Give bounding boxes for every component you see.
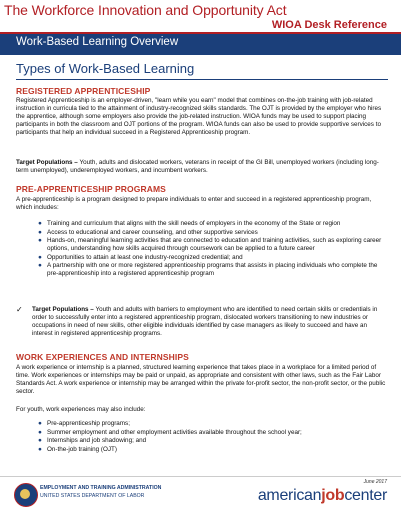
- list-item: [38, 429, 383, 437]
- bullet-icon: ●: [38, 437, 42, 444]
- logo-part-job: job: [321, 487, 345, 504]
- bullet-icon: ●: [38, 228, 42, 236]
- pre-apprenticeship-intro: A pre-apprenticeship is a program designed to prepare individuals to enter and succeed in a registered apprenticeship program, which includes:: [16, 196, 372, 211]
- section-title: Types of Work-Based Learning: [16, 61, 195, 76]
- target-populations-text: Youth, adults and dislocated workers, veterans in receipt of the GI Bill, unemployed workers (including long-term unemployed), underemployed workers, and incumbent workers.: [16, 159, 379, 174]
- target-populations-text: Youth and adults with barriers to employment who are identified to need certain skills or credentials in order to successfully enter into a registered apprenticeship program, dislocated workers transitioning to new industries or occupations in need of new skills, other eligible individuals identified by case managers as likely to succeed and have an interest in registered apprenticeship programs.: [32, 306, 378, 337]
- publication-date: June 2017: [363, 479, 387, 485]
- dol-agency-name: EMPLOYMENT AND TRAINING ADMINISTRATION: [40, 485, 162, 491]
- document-title: The Workforce Innovation and Opportunity Act: [4, 2, 287, 18]
- list-item-text: Pre-apprenticeship programs;: [47, 420, 130, 427]
- bullet-icon: ●: [38, 445, 42, 453]
- list-item-text: Training and curriculum that aligns with the skill needs of employers in the economy of the State or region: [47, 220, 341, 227]
- dol-department-name: UNITED STATES DEPARTMENT OF LABOR: [40, 493, 145, 499]
- list-item: [38, 446, 383, 454]
- list-item: [38, 229, 383, 237]
- list-item: [38, 220, 383, 228]
- bullet-icon: ●: [38, 428, 42, 436]
- checkmark-icon: ✓: [16, 305, 23, 314]
- list-item-text: Internships and job shadowing; and: [47, 437, 147, 444]
- list-item-text: Hands-on, meaningful learning activities that are connected to education and training activities, such as exploring career options, understanding how skills acquired through coursework can be applied to a future career: [47, 237, 382, 252]
- list-item-text: A partnership with one or more registered apprenticeship programs that assists in placing individuals who complete the pre-apprenticeship into a registered apprenticeship program: [47, 262, 378, 277]
- list-item-text: Opportunities to attain at least one industry-recognized credential; and: [47, 253, 243, 261]
- dol-seal-emblem: [20, 489, 30, 499]
- logo-part-american: american: [257, 487, 322, 504]
- footer-divider: [0, 476, 401, 477]
- list-item-text: Access to educational and career counseling, and other supportive services: [47, 228, 258, 236]
- registered-apprenticeship-body: Registered Apprenticeship is an employer-driven, "learn while you earn" model that combines on-the-job training with job-related instruction in curricula tied to the attainment of industry-recognized skills standards. The OJT is provided by the employer who hires the apprentice, although some employers also provide the job-related instruction. WIOA funds may be used to support placing participants in both the classroom and OJT portions of the program. WIOA funds can also be used to provide supportive services to participants that help an individual succeed in a Registered Apprenticeship program.: [16, 97, 382, 136]
- header-band-title: Work-Based Learning Overview: [16, 36, 179, 48]
- list-item-text: Summer employment and other employment activities available throughout the school year;: [47, 428, 302, 436]
- bullet-icon: ●: [38, 420, 42, 427]
- list-item: [38, 262, 383, 278]
- logo-part-center: center: [344, 487, 387, 504]
- bullet-icon: ●: [38, 253, 42, 261]
- section-divider: [16, 79, 388, 80]
- pre-apprenticeship-list: [38, 220, 383, 279]
- list-item: [38, 254, 383, 262]
- registered-apprenticeship-heading: REGISTERED APPRENTICESHIP: [16, 86, 151, 96]
- bullet-icon: ●: [38, 262, 42, 269]
- american-job-center-logo: [258, 487, 387, 505]
- target-populations-label: Target Populations –: [16, 159, 78, 166]
- youth-work-experience-list: [38, 420, 383, 454]
- list-item: [38, 437, 383, 445]
- pre-apprenticeship-target: [16, 306, 386, 338]
- bullet-icon: ●: [38, 237, 42, 244]
- bullet-icon: ●: [38, 220, 42, 227]
- registered-apprenticeship-target: [16, 159, 386, 175]
- youth-intro: For youth, work experiences may also include:: [16, 406, 146, 413]
- list-item: [38, 420, 383, 428]
- work-experiences-heading: WORK EXPERIENCES AND INTERNSHIPS: [16, 352, 189, 362]
- work-experiences-body: A work experience or internship is a planned, structured learning experience that takes place in a workplace for a limited period of time. Work experiences or internships may be paid or unpaid, as appropriate and consistent with other laws, such as the Fair Labor Standards Act. A work experience or internship may be arranged within the private for-profit sector, the non-profit sector, or the public sector.: [16, 364, 386, 395]
- target-populations-label: Target Populations –: [32, 306, 94, 313]
- pre-apprenticeship-heading: PRE-APPRENTICESHIP PROGRAMS: [16, 184, 166, 194]
- list-item-text: On-the-job training (OJT): [47, 445, 117, 453]
- document-subtitle: WIOA Desk Reference: [271, 19, 387, 31]
- list-item: [38, 237, 383, 253]
